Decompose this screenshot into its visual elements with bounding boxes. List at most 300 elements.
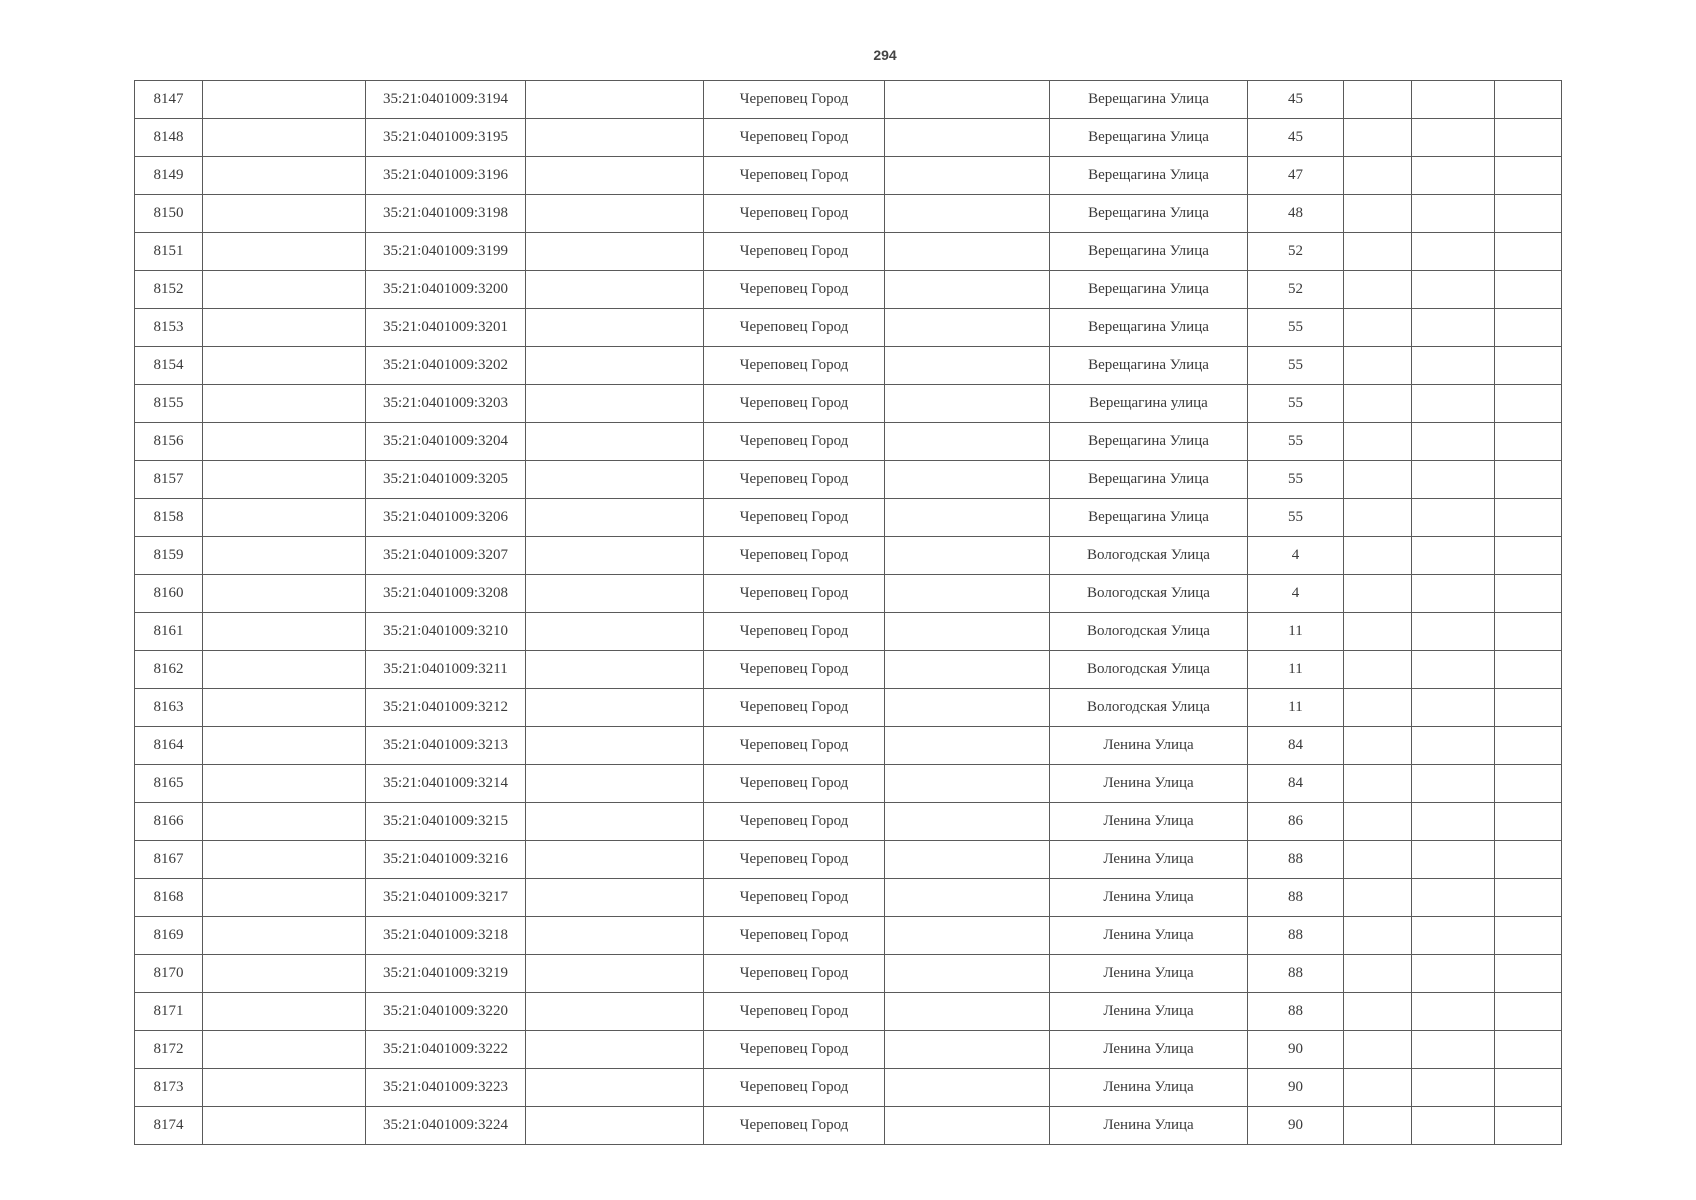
empty-cell (203, 461, 366, 499)
empty-cell (885, 157, 1050, 195)
cadastral-number-cell: 35:21:0401009:3208 (366, 575, 526, 613)
empty-cell (1344, 537, 1412, 575)
cadastral-number-cell: 35:21:0401009:3220 (366, 993, 526, 1031)
empty-cell (1412, 955, 1495, 993)
table-row (135, 119, 1562, 157)
row-number-cell: 8149 (135, 157, 203, 195)
empty-cell (1412, 309, 1495, 347)
city-cell: Череповец Город (704, 157, 885, 195)
empty-cell (1495, 271, 1562, 309)
cadastral-number-cell: 35:21:0401009:3204 (366, 423, 526, 461)
table-row (135, 385, 1562, 423)
city-cell: Череповец Город (704, 309, 885, 347)
city-cell: Череповец Город (704, 727, 885, 765)
empty-cell (526, 841, 704, 879)
cadastral-number-cell: 35:21:0401009:3195 (366, 119, 526, 157)
empty-cell (1344, 841, 1412, 879)
empty-cell (885, 803, 1050, 841)
empty-cell (1344, 765, 1412, 803)
page-number: 294 (873, 47, 897, 63)
city-cell: Череповец Город (704, 993, 885, 1031)
table-row (135, 461, 1562, 499)
street-cell: Верещагина Улица (1050, 309, 1248, 347)
city-cell: Череповец Город (704, 423, 885, 461)
empty-cell (203, 689, 366, 727)
street-cell: Ленина Улица (1050, 1107, 1248, 1145)
cadastral-number-cell: 35:21:0401009:3210 (366, 613, 526, 651)
cadastral-number-cell: 35:21:0401009:3201 (366, 309, 526, 347)
row-number-cell: 8155 (135, 385, 203, 423)
street-cell: Верещагина Улица (1050, 233, 1248, 271)
street-cell: Ленина Улица (1050, 1069, 1248, 1107)
table-row (135, 233, 1562, 271)
empty-cell (526, 689, 704, 727)
empty-cell (203, 651, 366, 689)
empty-cell (1344, 423, 1412, 461)
empty-cell (885, 575, 1050, 613)
street-cell: Верещагина Улица (1050, 271, 1248, 309)
cadastral-number-cell: 35:21:0401009:3198 (366, 195, 526, 233)
empty-cell (1412, 81, 1495, 119)
street-cell: Ленина Улица (1050, 765, 1248, 803)
street-cell: Вологодская Улица (1050, 651, 1248, 689)
empty-cell (885, 1107, 1050, 1145)
row-number-cell: 8171 (135, 993, 203, 1031)
empty-cell (526, 1069, 704, 1107)
row-number-cell: 8150 (135, 195, 203, 233)
cadastral-number-cell: 35:21:0401009:3212 (366, 689, 526, 727)
street-cell: Ленина Улица (1050, 1031, 1248, 1069)
city-cell: Череповец Город (704, 119, 885, 157)
empty-cell (1495, 309, 1562, 347)
row-number-cell: 8174 (135, 1107, 203, 1145)
empty-cell (1495, 727, 1562, 765)
empty-cell (1344, 81, 1412, 119)
cadastral-number-cell: 35:21:0401009:3203 (366, 385, 526, 423)
empty-cell (203, 879, 366, 917)
empty-cell (1495, 157, 1562, 195)
empty-cell (1412, 233, 1495, 271)
city-cell: Череповец Город (704, 385, 885, 423)
empty-cell (1412, 803, 1495, 841)
empty-cell (1495, 347, 1562, 385)
empty-cell (1495, 385, 1562, 423)
city-cell: Череповец Город (704, 461, 885, 499)
table-row (135, 727, 1562, 765)
empty-cell (203, 803, 366, 841)
empty-cell (1412, 1107, 1495, 1145)
empty-cell (1344, 955, 1412, 993)
empty-cell (1344, 1069, 1412, 1107)
city-cell: Череповец Город (704, 803, 885, 841)
empty-cell (1495, 955, 1562, 993)
empty-cell (1495, 841, 1562, 879)
empty-cell (203, 765, 366, 803)
empty-cell (526, 271, 704, 309)
row-number-cell: 8148 (135, 119, 203, 157)
cadastral-number-cell: 35:21:0401009:3202 (366, 347, 526, 385)
city-cell: Череповец Город (704, 81, 885, 119)
empty-cell (1344, 689, 1412, 727)
empty-cell (1412, 271, 1495, 309)
empty-cell (1495, 233, 1562, 271)
table-row (135, 651, 1562, 689)
empty-cell (885, 993, 1050, 1031)
cadastral-number-cell: 35:21:0401009:3219 (366, 955, 526, 993)
empty-cell (203, 917, 366, 955)
empty-cell (1344, 499, 1412, 537)
row-number-cell: 8164 (135, 727, 203, 765)
empty-cell (1412, 1031, 1495, 1069)
empty-cell (526, 119, 704, 157)
table-row (135, 423, 1562, 461)
table-row (135, 575, 1562, 613)
empty-cell (203, 119, 366, 157)
street-cell: Верещагина Улица (1050, 195, 1248, 233)
house-number-cell: 90 (1248, 1031, 1344, 1069)
empty-cell (1495, 119, 1562, 157)
table-row (135, 537, 1562, 575)
empty-cell (1412, 385, 1495, 423)
empty-cell (1495, 765, 1562, 803)
table-row (135, 271, 1562, 309)
empty-cell (1412, 1069, 1495, 1107)
street-cell: Ленина Улица (1050, 993, 1248, 1031)
row-number-cell: 8173 (135, 1069, 203, 1107)
empty-cell (203, 233, 366, 271)
cadastral-number-cell: 35:21:0401009:3194 (366, 81, 526, 119)
house-number-cell: 55 (1248, 385, 1344, 423)
street-cell: Верещагина Улица (1050, 499, 1248, 537)
table-row (135, 841, 1562, 879)
empty-cell (1412, 499, 1495, 537)
empty-cell (203, 195, 366, 233)
city-cell: Череповец Город (704, 233, 885, 271)
row-number-cell: 8166 (135, 803, 203, 841)
cadastral-number-cell: 35:21:0401009:3224 (366, 1107, 526, 1145)
empty-cell (1495, 423, 1562, 461)
empty-cell (526, 385, 704, 423)
empty-cell (526, 993, 704, 1031)
empty-cell (1495, 537, 1562, 575)
city-cell: Череповец Город (704, 1031, 885, 1069)
house-number-cell: 86 (1248, 803, 1344, 841)
empty-cell (1344, 651, 1412, 689)
row-number-cell: 8153 (135, 309, 203, 347)
empty-cell (526, 917, 704, 955)
house-number-cell: 4 (1248, 537, 1344, 575)
city-cell: Череповец Город (704, 1069, 885, 1107)
empty-cell (885, 233, 1050, 271)
table-row (135, 347, 1562, 385)
empty-cell (526, 1031, 704, 1069)
house-number-cell: 88 (1248, 993, 1344, 1031)
row-number-cell: 8159 (135, 537, 203, 575)
empty-cell (203, 157, 366, 195)
empty-cell (1412, 195, 1495, 233)
empty-cell (1412, 917, 1495, 955)
house-number-cell: 55 (1248, 499, 1344, 537)
empty-cell (203, 841, 366, 879)
empty-cell (1495, 1107, 1562, 1145)
house-number-cell: 55 (1248, 423, 1344, 461)
city-cell: Череповец Город (704, 499, 885, 537)
street-cell: Верещагина Улица (1050, 423, 1248, 461)
row-number-cell: 8156 (135, 423, 203, 461)
street-cell: Ленина Улица (1050, 841, 1248, 879)
empty-cell (203, 537, 366, 575)
row-number-cell: 8160 (135, 575, 203, 613)
house-number-cell: 47 (1248, 157, 1344, 195)
empty-cell (1344, 461, 1412, 499)
empty-cell (885, 81, 1050, 119)
house-number-cell: 11 (1248, 613, 1344, 651)
table-row (135, 879, 1562, 917)
empty-cell (526, 765, 704, 803)
empty-cell (1495, 879, 1562, 917)
empty-cell (1412, 461, 1495, 499)
empty-cell (885, 423, 1050, 461)
city-cell: Череповец Город (704, 613, 885, 651)
row-number-cell: 8151 (135, 233, 203, 271)
house-number-cell: 88 (1248, 879, 1344, 917)
empty-cell (203, 271, 366, 309)
empty-cell (1344, 271, 1412, 309)
empty-cell (526, 613, 704, 651)
table-row (135, 993, 1562, 1031)
cadastral-number-cell: 35:21:0401009:3196 (366, 157, 526, 195)
row-number-cell: 8158 (135, 499, 203, 537)
cadastral-number-cell: 35:21:0401009:3214 (366, 765, 526, 803)
empty-cell (526, 423, 704, 461)
empty-cell (1495, 651, 1562, 689)
empty-cell (1344, 727, 1412, 765)
house-number-cell: 55 (1248, 309, 1344, 347)
row-number-cell: 8162 (135, 651, 203, 689)
empty-cell (885, 955, 1050, 993)
registry-table (134, 80, 1562, 1145)
row-number-cell: 8170 (135, 955, 203, 993)
street-cell: Вологодская Улица (1050, 575, 1248, 613)
empty-cell (885, 917, 1050, 955)
city-cell: Череповец Город (704, 879, 885, 917)
table-row (135, 1107, 1562, 1145)
city-cell: Череповец Город (704, 651, 885, 689)
empty-cell (1344, 195, 1412, 233)
table-row (135, 309, 1562, 347)
empty-cell (1344, 613, 1412, 651)
row-number-cell: 8157 (135, 461, 203, 499)
empty-cell (885, 271, 1050, 309)
city-cell: Череповец Город (704, 841, 885, 879)
street-cell: Ленина Улица (1050, 803, 1248, 841)
house-number-cell: 52 (1248, 233, 1344, 271)
empty-cell (1344, 1107, 1412, 1145)
empty-cell (885, 537, 1050, 575)
empty-cell (885, 461, 1050, 499)
cadastral-number-cell: 35:21:0401009:3211 (366, 651, 526, 689)
cadastral-number-cell: 35:21:0401009:3223 (366, 1069, 526, 1107)
house-number-cell: 88 (1248, 917, 1344, 955)
cadastral-number-cell: 35:21:0401009:3213 (366, 727, 526, 765)
house-number-cell: 55 (1248, 461, 1344, 499)
empty-cell (1412, 575, 1495, 613)
empty-cell (1495, 1031, 1562, 1069)
empty-cell (203, 993, 366, 1031)
empty-cell (885, 613, 1050, 651)
house-number-cell: 88 (1248, 841, 1344, 879)
city-cell: Череповец Город (704, 195, 885, 233)
empty-cell (526, 727, 704, 765)
empty-cell (203, 727, 366, 765)
empty-cell (1344, 309, 1412, 347)
empty-cell (1344, 1031, 1412, 1069)
empty-cell (1412, 993, 1495, 1031)
empty-cell (1344, 385, 1412, 423)
table-row (135, 955, 1562, 993)
empty-cell (203, 613, 366, 651)
row-number-cell: 8152 (135, 271, 203, 309)
empty-cell (1412, 347, 1495, 385)
house-number-cell: 45 (1248, 81, 1344, 119)
street-cell: Верещагина Улица (1050, 119, 1248, 157)
house-number-cell: 84 (1248, 727, 1344, 765)
table-row (135, 917, 1562, 955)
empty-cell (203, 309, 366, 347)
empty-cell (526, 461, 704, 499)
empty-cell (1412, 841, 1495, 879)
house-number-cell: 55 (1248, 347, 1344, 385)
row-number-cell: 8168 (135, 879, 203, 917)
empty-cell (885, 119, 1050, 157)
table-row (135, 613, 1562, 651)
row-number-cell: 8147 (135, 81, 203, 119)
empty-cell (885, 195, 1050, 233)
empty-cell (885, 347, 1050, 385)
empty-cell (526, 233, 704, 271)
street-cell: Верещагина улица (1050, 385, 1248, 423)
empty-cell (1344, 119, 1412, 157)
house-number-cell: 88 (1248, 955, 1344, 993)
street-cell: Верещагина Улица (1050, 347, 1248, 385)
street-cell: Верещагина Улица (1050, 81, 1248, 119)
street-cell: Вологодская Улица (1050, 689, 1248, 727)
empty-cell (1412, 727, 1495, 765)
empty-cell (885, 879, 1050, 917)
empty-cell (203, 385, 366, 423)
empty-cell (526, 803, 704, 841)
empty-cell (1412, 651, 1495, 689)
empty-cell (885, 841, 1050, 879)
cadastral-number-cell: 35:21:0401009:3216 (366, 841, 526, 879)
table-row (135, 1031, 1562, 1069)
empty-cell (1412, 119, 1495, 157)
empty-cell (885, 309, 1050, 347)
empty-cell (1344, 157, 1412, 195)
city-cell: Череповец Город (704, 575, 885, 613)
table-row (135, 689, 1562, 727)
street-cell: Ленина Улица (1050, 879, 1248, 917)
row-number-cell: 8167 (135, 841, 203, 879)
city-cell: Череповец Город (704, 917, 885, 955)
empty-cell (885, 651, 1050, 689)
empty-cell (203, 575, 366, 613)
table-row (135, 195, 1562, 233)
cadastral-number-cell: 35:21:0401009:3200 (366, 271, 526, 309)
house-number-cell: 11 (1248, 689, 1344, 727)
empty-cell (1344, 347, 1412, 385)
cadastral-number-cell: 35:21:0401009:3207 (366, 537, 526, 575)
empty-cell (526, 651, 704, 689)
street-cell: Ленина Улица (1050, 727, 1248, 765)
empty-cell (1495, 575, 1562, 613)
cadastral-number-cell: 35:21:0401009:3217 (366, 879, 526, 917)
empty-cell (1412, 157, 1495, 195)
city-cell: Череповец Город (704, 1107, 885, 1145)
empty-cell (526, 157, 704, 195)
street-cell: Вологодская Улица (1050, 613, 1248, 651)
house-number-cell: 11 (1248, 651, 1344, 689)
row-number-cell: 8161 (135, 613, 203, 651)
city-cell: Череповец Город (704, 537, 885, 575)
empty-cell (1412, 765, 1495, 803)
city-cell: Череповец Город (704, 271, 885, 309)
house-number-cell: 90 (1248, 1107, 1344, 1145)
row-number-cell: 8154 (135, 347, 203, 385)
table-row (135, 81, 1562, 119)
row-number-cell: 8165 (135, 765, 203, 803)
street-cell: Ленина Улица (1050, 955, 1248, 993)
empty-cell (1495, 993, 1562, 1031)
empty-cell (1495, 917, 1562, 955)
cadastral-number-cell: 35:21:0401009:3199 (366, 233, 526, 271)
empty-cell (526, 347, 704, 385)
empty-cell (526, 575, 704, 613)
empty-cell (885, 1069, 1050, 1107)
city-cell: Череповец Город (704, 955, 885, 993)
row-number-cell: 8172 (135, 1031, 203, 1069)
cadastral-number-cell: 35:21:0401009:3218 (366, 917, 526, 955)
cadastral-number-cell: 35:21:0401009:3215 (366, 803, 526, 841)
empty-cell (1495, 689, 1562, 727)
city-cell: Череповец Город (704, 689, 885, 727)
empty-cell (526, 81, 704, 119)
empty-cell (1495, 613, 1562, 651)
empty-cell (1344, 233, 1412, 271)
empty-cell (1344, 879, 1412, 917)
empty-cell (1495, 1069, 1562, 1107)
empty-cell (1412, 537, 1495, 575)
house-number-cell: 84 (1248, 765, 1344, 803)
street-cell: Вологодская Улица (1050, 537, 1248, 575)
empty-cell (885, 499, 1050, 537)
empty-cell (526, 955, 704, 993)
house-number-cell: 48 (1248, 195, 1344, 233)
empty-cell (526, 195, 704, 233)
empty-cell (1495, 195, 1562, 233)
street-cell: Верещагина Улица (1050, 461, 1248, 499)
row-number-cell: 8163 (135, 689, 203, 727)
empty-cell (885, 689, 1050, 727)
table-row (135, 157, 1562, 195)
empty-cell (1344, 803, 1412, 841)
empty-cell (885, 1031, 1050, 1069)
row-number-cell: 8169 (135, 917, 203, 955)
empty-cell (526, 499, 704, 537)
empty-cell (203, 955, 366, 993)
empty-cell (1412, 689, 1495, 727)
empty-cell (203, 1069, 366, 1107)
